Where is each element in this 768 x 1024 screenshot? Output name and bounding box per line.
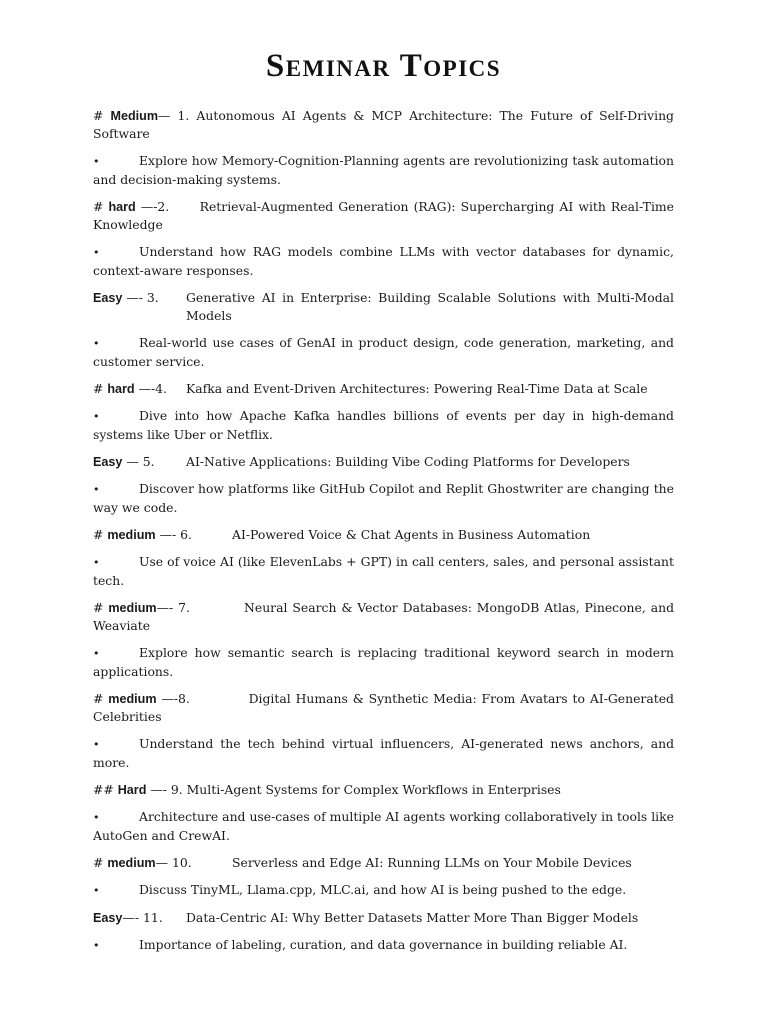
topic-prefix: # (93, 108, 111, 123)
topic-description-2 (93, 243, 674, 280)
topic-title: Serverless and Edge AI: Running LLMs on Your Mobile Devices (232, 855, 632, 870)
difficulty-label: medium (108, 601, 157, 615)
description-text: Explore how semantic search is replacing traditional keyword search in modern applications. (93, 645, 674, 679)
topic-prefix: # (93, 527, 108, 542)
topic-description-5 (93, 480, 674, 517)
topic-title: AI-Powered Voice & Chat Agents in Business Automation (232, 527, 591, 542)
topic-number: —- 11. (122, 910, 163, 925)
topic-number: —-8. (156, 691, 190, 706)
topic-heading-9 (93, 781, 674, 799)
topic-heading-7 (93, 599, 674, 635)
difficulty-label: Easy (93, 455, 123, 469)
bullet-icon: • (93, 155, 100, 168)
topic-description-11 (93, 936, 674, 955)
topic-title: Kafka and Event-Driven Architectures: Powering Real-Time Data at Scale (186, 381, 648, 396)
difficulty-label: medium (107, 528, 156, 542)
topic-description-10 (93, 881, 674, 900)
topic-heading-6 (93, 526, 674, 544)
topic-heading-3 (93, 289, 674, 325)
difficulty-label: medium (108, 692, 157, 706)
topic-description-1 (93, 152, 674, 189)
topic-heading-10 (93, 854, 674, 872)
bullet-icon: • (93, 337, 100, 350)
difficulty-label: Easy (93, 291, 123, 305)
bullet-icon: • (93, 811, 100, 824)
topic-heading-5 (93, 453, 674, 471)
topic-heading-4 (93, 380, 674, 398)
topic-description-3 (93, 334, 674, 371)
topic-title: Data-Centric AI: Why Better Datasets Matter More Than Bigger Models (186, 910, 639, 925)
bullet-icon: • (93, 556, 100, 569)
description-text: Understand the tech behind virtual influencers, AI-generated news anchors, and more. (93, 736, 674, 770)
document-page (93, 48, 674, 964)
topic-title: Digital Humans & Synthetic Media: From Avatars to AI-Generated Celebrities (93, 691, 674, 724)
topic-number: —- 9. (146, 782, 187, 797)
difficulty-label: Hard (117, 783, 147, 797)
topic-prefix: # (93, 691, 109, 706)
topic-number: —-2. (135, 199, 170, 214)
topic-prefix: ## (93, 782, 118, 797)
description-text: Architecture and use-cases of multiple AI agents working collaboratively in tools like AutoGen and CrewAI. (93, 809, 674, 843)
topic-number: —- 7. (156, 600, 190, 615)
topic-number: —- 3. (122, 290, 159, 305)
description-text: Real-world use cases of GenAI in product design, code generation, marketing, and customer service. (93, 335, 674, 369)
topic-heading-2 (93, 198, 674, 234)
bullet-icon: • (93, 939, 100, 952)
bullet-icon: • (93, 483, 100, 496)
bullet-icon: • (93, 647, 100, 660)
description-text: Understand how RAG models combine LLMs with vector databases for dynamic, context-aware responses. (93, 244, 674, 278)
topic-description-4 (93, 407, 674, 444)
topic-description-9 (93, 808, 674, 845)
topic-number: —-4. (134, 381, 167, 396)
topic-prefix: # (93, 855, 108, 870)
topic-title: AI-Native Applications: Building Vibe Coding Platforms for Developers (186, 454, 630, 469)
topic-heading-1 (93, 107, 674, 143)
bullet-icon: • (93, 738, 100, 751)
topic-title: Retrieval-Augmented Generation (RAG): Supercharging AI with Real-Time Knowledge (93, 199, 674, 232)
bullet-icon: • (93, 884, 100, 897)
topic-title: Autonomous AI Agents & MCP Architecture: The Future of Self-Driving Software (93, 108, 674, 141)
topic-number: — 5. (122, 454, 155, 469)
topic-prefix: # (93, 199, 109, 214)
bullet-icon: • (93, 246, 100, 259)
difficulty-label: medium (107, 856, 156, 870)
topic-description-7 (93, 644, 674, 681)
topic-description-8 (93, 735, 674, 772)
topic-number: —- 6. (155, 527, 192, 542)
topic-number: — 10. (155, 855, 192, 870)
topic-description-6 (93, 553, 674, 590)
topic-heading-11 (93, 909, 674, 927)
description-text: Use of voice AI (like ElevenLabs + GPT) in call centers, sales, and personal assistant tech. (93, 554, 674, 588)
difficulty-label: hard (107, 382, 135, 396)
topic-title: Generative AI in Enterprise: Building Scalable Solutions with Multi-Modal Models (186, 290, 674, 323)
page-title: Seminar Topics (265, 48, 502, 84)
description-text: Importance of labeling, curation, and data governance in building reliable AI. (139, 937, 628, 952)
difficulty-label: Easy (93, 911, 123, 925)
bullet-icon: • (93, 410, 100, 423)
topic-prefix: # (93, 600, 109, 615)
topic-prefix: # (93, 381, 108, 396)
topic-number: — 1. (158, 108, 197, 123)
description-text: Dive into how Apache Kafka handles billions of events per day in high-demand systems like Uber or Netflix. (93, 408, 674, 442)
description-text: Discuss TinyML, Llama.cpp, MLC.ai, and how AI is being pushed to the edge. (139, 882, 627, 897)
topic-title: Neural Search & Vector Databases: MongoDB Atlas, Pinecone, and Weaviate (93, 600, 675, 633)
description-text: Discover how platforms like GitHub Copilot and Replit Ghostwriter are changing the way we code. (93, 481, 674, 515)
topic-title: Multi-Agent Systems for Complex Workflows in Enterprises (186, 782, 561, 797)
topic-heading-8 (93, 690, 674, 726)
difficulty-label: hard (108, 200, 136, 214)
description-text: Explore how Memory-Cognition-Planning agents are revolutionizing task automation and decision-making systems. (93, 153, 674, 187)
difficulty-label: Medium (110, 109, 159, 123)
